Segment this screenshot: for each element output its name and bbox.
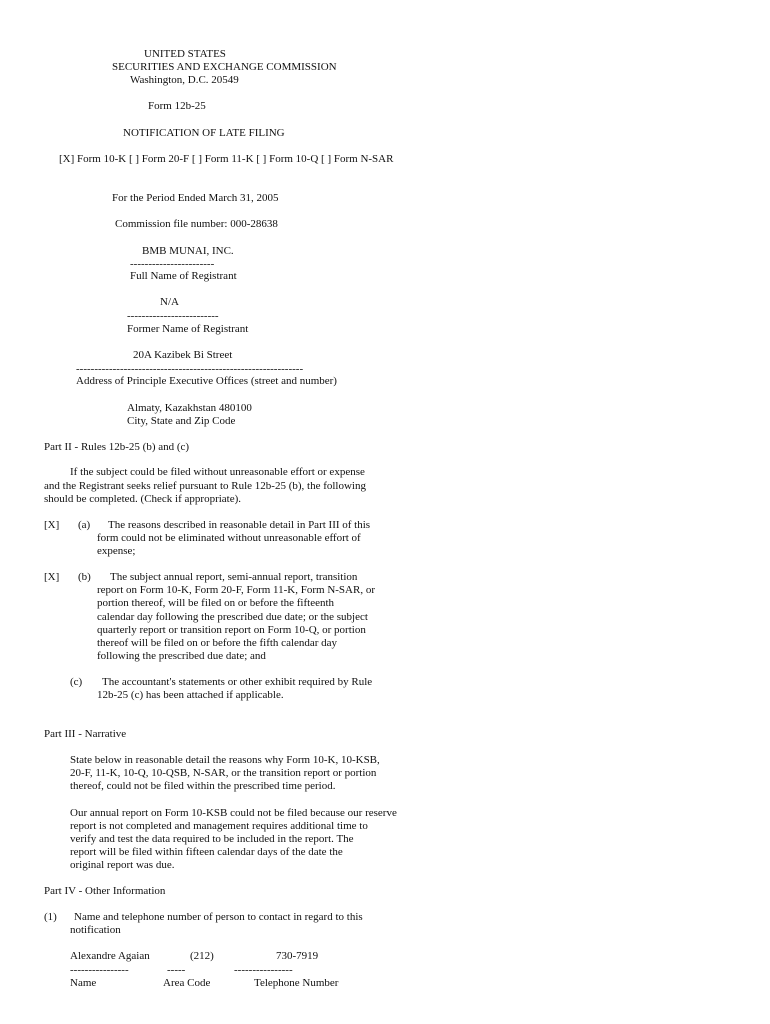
contact-name-label: Name bbox=[70, 977, 97, 989]
item-b-line: thereof will be filed on or before the fifth calendar day bbox=[97, 637, 338, 649]
item-b-letter: (b) bbox=[78, 571, 91, 583]
contact-area-code: (212) bbox=[190, 950, 214, 962]
item-c-line: 12b-25 (c) has been attached if applicable. bbox=[97, 689, 284, 701]
contact-area-rule: ----- bbox=[167, 964, 186, 976]
item-b-line: The subject annual report, semi-annual report, transition bbox=[110, 571, 358, 583]
part3-narrative-line: verify and test the data required to be included in the report. The bbox=[70, 833, 354, 845]
item-a-letter: (a) bbox=[78, 519, 91, 531]
item-b-checkbox: [X] bbox=[44, 571, 60, 583]
part2-heading: Part II - Rules 12b-25 (b) and (c) bbox=[44, 441, 190, 453]
street-address: 20A Kazibek Bi Street bbox=[133, 349, 233, 361]
part4-item-line: Name and telephone number of person to contact in regard to this bbox=[74, 911, 363, 923]
part3-narrative-line: report is not completed and management requires additional time to bbox=[70, 820, 368, 832]
part3-narrative-line: Our annual report on Form 10-KSB could not be filed because our reserve bbox=[70, 807, 397, 819]
form-number: Form 12b-25 bbox=[148, 100, 206, 112]
period-ended: For the Period Ended March 31, 2005 bbox=[112, 192, 279, 204]
item-a-checkbox: [X] bbox=[44, 519, 60, 531]
form-title: NOTIFICATION OF LATE FILING bbox=[123, 127, 285, 139]
header-location: Washington, D.C. 20549 bbox=[130, 74, 239, 86]
part3-narrative-line: original report was due. bbox=[70, 859, 175, 871]
registrant-name: BMB MUNAI, INC. bbox=[142, 245, 234, 257]
city-state-zip-label: City, State and Zip Code bbox=[127, 415, 236, 427]
form-type-checkboxes: [X] Form 10-K [ ] Form 20-F [ ] Form 11-K [ ] Form 10-Q [ ] Form N-SAR bbox=[59, 153, 394, 165]
item-b-line: calendar day following the prescribed due date; or the subject bbox=[97, 611, 368, 623]
part4-heading: Part IV - Other Information bbox=[44, 885, 166, 897]
contact-phone-label: Telephone Number bbox=[254, 977, 339, 989]
part3-heading: Part III - Narrative bbox=[44, 728, 127, 740]
contact-area-label: Area Code bbox=[163, 977, 211, 989]
contact-name-rule: ---------------- bbox=[70, 964, 129, 976]
item-a-line: form could not be eliminated without unreasonable effort of bbox=[97, 532, 361, 544]
registrant-name-label: Full Name of Registrant bbox=[130, 270, 237, 282]
item-c-letter: (c) bbox=[70, 676, 83, 688]
item-b-line: report on Form 10-K, Form 20-F, Form 11-K, Form N-SAR, or bbox=[97, 584, 375, 596]
part3-instruction-line: thereof, could not be filed within the prescribed time period. bbox=[70, 780, 336, 792]
former-name: N/A bbox=[160, 296, 179, 308]
part3-instruction-line: State below in reasonable detail the reasons why Form 10-K, 10-KSB, bbox=[70, 754, 380, 766]
item-c-line: The accountant's statements or other exhibit required by Rule bbox=[102, 676, 373, 688]
contact-phone-rule: ---------------- bbox=[234, 964, 293, 976]
part3-instruction-line: 20-F, 11-K, 10-Q, 10-QSB, N-SAR, or the transition report or portion bbox=[70, 767, 377, 779]
item-b-line: following the prescribed due date; and bbox=[97, 650, 266, 662]
city-state-zip: Almaty, Kazakhstan 480100 bbox=[127, 402, 252, 414]
address-label: Address of Principle Executive Offices (street and number) bbox=[76, 375, 337, 387]
item-a-line: The reasons described in reasonable detail in Part III of this bbox=[108, 519, 371, 531]
part4-item-line: notification bbox=[70, 924, 121, 936]
header-agency: SECURITIES AND EXCHANGE COMMISSION bbox=[112, 61, 337, 73]
contact-name: Alexandre Agaian bbox=[70, 950, 150, 962]
item-a-line: expense; bbox=[97, 545, 136, 557]
header-country: UNITED STATES bbox=[144, 48, 226, 60]
part2-intro-line: and the Registrant seeks relief pursuant to Rule 12b-25 (b), the following bbox=[44, 480, 366, 492]
former-name-rule: ------------------------- bbox=[127, 310, 219, 322]
item-b-line: portion thereof, will be filed on or before the fifteenth bbox=[97, 597, 335, 609]
part2-intro-line: should be completed. (Check if appropriate). bbox=[44, 493, 242, 505]
part2-intro-line: If the subject could be filed without unreasonable effort or expense bbox=[70, 466, 365, 478]
item-b-line: quarterly report or transition report on Form 10-Q, or portion bbox=[97, 624, 366, 636]
former-name-label: Former Name of Registrant bbox=[127, 323, 249, 335]
commission-file-number: Commission file number: 000-28638 bbox=[115, 218, 278, 230]
address-rule: -------------------------------------------------------------- bbox=[76, 363, 304, 375]
part3-narrative-line: report will be filed within fifteen calendar days of the date the bbox=[70, 846, 343, 858]
registrant-name-rule: ----------------------- bbox=[130, 258, 215, 270]
contact-phone: 730-7919 bbox=[276, 950, 319, 962]
part4-item-number: (1) bbox=[44, 911, 57, 923]
